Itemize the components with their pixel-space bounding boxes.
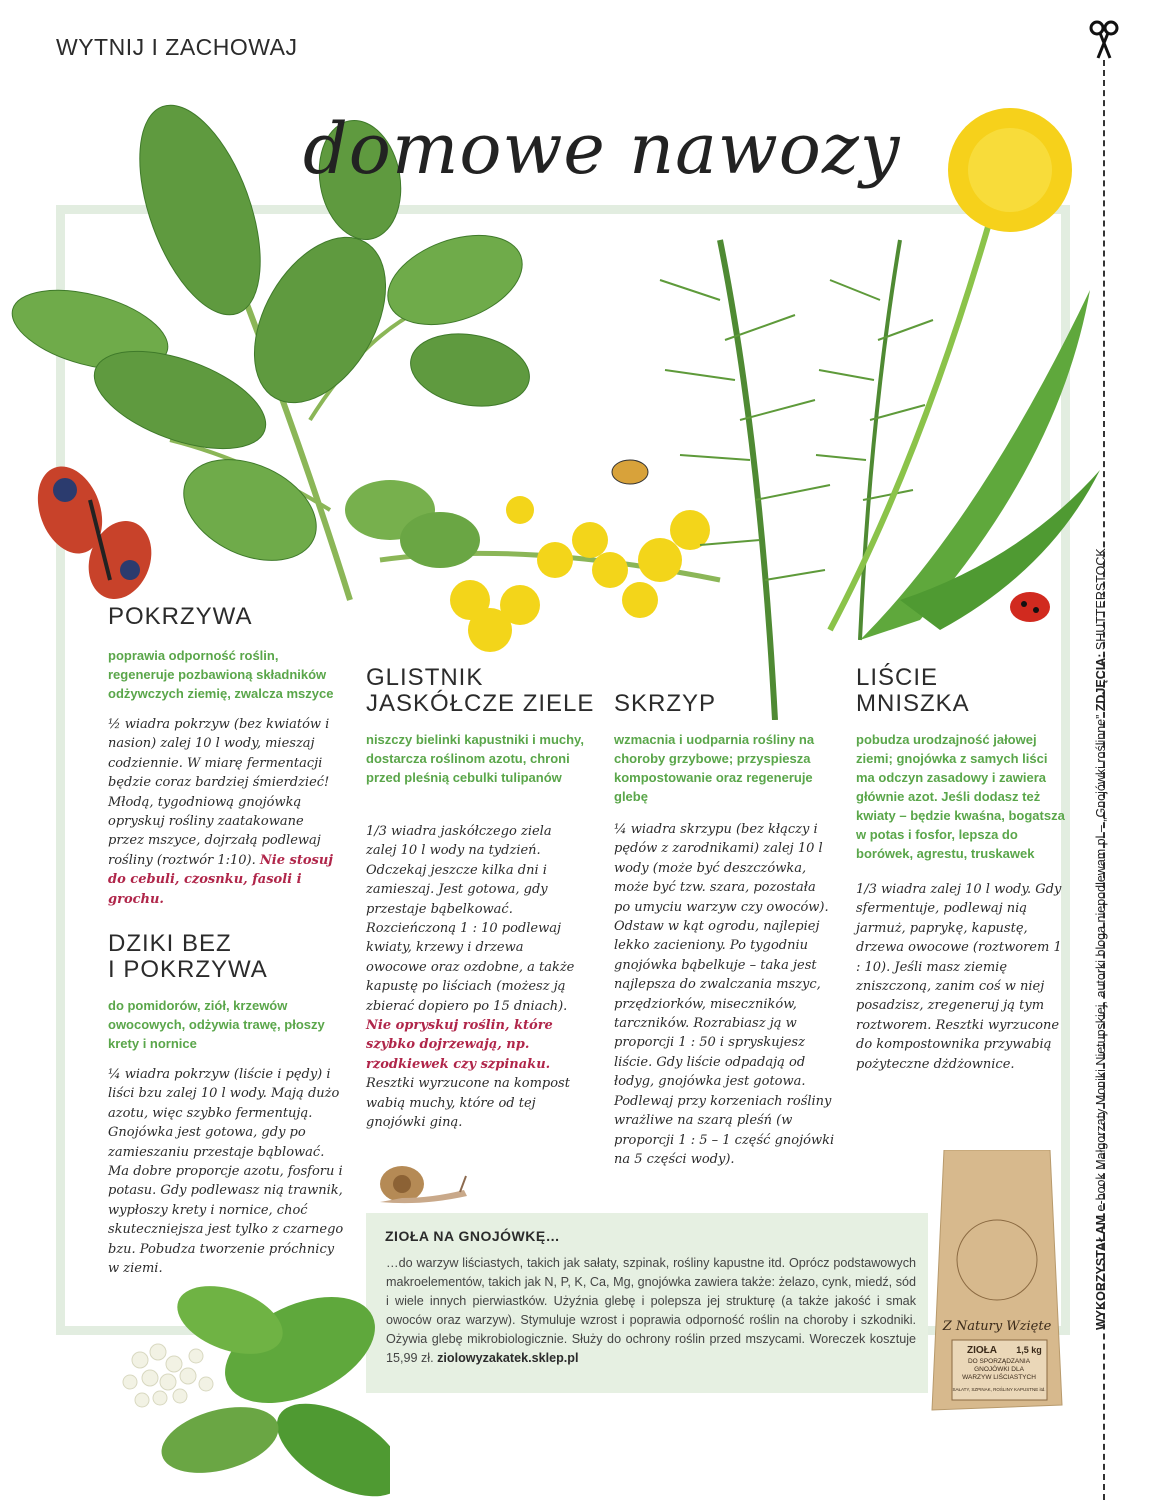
glistnik-warning: Nie opryskuj roślin, które szybko dojrzewają, np. rzodkiewek czy szpinaku. bbox=[366, 1018, 553, 1072]
herbs-title: ZIOŁA NA GNOJÓWKĘ… bbox=[385, 1228, 561, 1244]
snail-icon bbox=[372, 1162, 472, 1210]
credit-text: e-book Małgorzaty Moniki Nietupskiej, autorki bloga niepodlewam.pl – „Gnojówki roślinne” bbox=[1094, 714, 1108, 1215]
mniszek-lead: pobudza urodzajność jałowej ziemi; gnojówka z samych liści ma odczyn zasadowy i zawiera głównie azot. Jeśli dodasz też kwiaty – będzie kwaśna, bogatsza w potas i fosfor, lepsza do borówek, agrestu, truskawek bbox=[856, 732, 1065, 861]
product-name-line3: GNOJÓWKI DLA bbox=[974, 1366, 1024, 1373]
product-name-line2: DO SPORZĄDZANIA bbox=[967, 1358, 1031, 1365]
skrzyp-lead: wzmacnia i uodparnia rośliny na choroby grzybowe; przyspiesza kompostowanie oraz regeneruje glebę bbox=[614, 732, 815, 804]
skrzyp-body: ¼ wiadra skrzypu (bez kłączy i pędów z zarodnikami) zalej 10 l wody (może być deszczówka, może być tzw. szara, pozostała po umyciu warzyw czy owoców). Odstaw w kąt ogrodu, najlepiej lekko zacieniony. Po tygodniu gnojówka bąbelkuje – taka jest najlepsza do zwalczania mszyc, przędziorków, miseczników, tarczników. Rozrabiasz ją w proporcji 1 : 50 i spryskujesz liście. Gdy liście odpadają od łodyg, gnojówka jest gotowa. Podlewaj przy korzeniach rośliny wrażliwe na szarą pleśń (w proporcji 1 : 5 – 1 część gnojówki na 5 części wody). bbox=[614, 822, 835, 1167]
glistnik-lead: niszczy bielinki kapustniki i muchy, dostarcza roślinom azotu, chroni przed pleśnią cebulki tulipanów bbox=[366, 732, 584, 785]
mniszek-body: 1/3 wiadra zalej 10 l wody. Gdy sfermentuje, podlewaj nią jarmuż, paprykę, kapustę, drzewa owocowe (roztworem 1 : 10). Jeśli masz ziemię zniszczoną, zanim coś w niej posadzisz, zregeneruj ją tym roztworem. Resztki wyrzucone do kompostownika przywabią pożyteczne dżdżownice. bbox=[856, 882, 1062, 1072]
pokrzywa-body bbox=[108, 715, 340, 909]
product-name-line4: WARZYW LIŚCIASTYCH bbox=[962, 1374, 1036, 1381]
skrzyp-title: SKRZYP bbox=[614, 690, 717, 717]
glistnik-title-line1: GLISTNIK bbox=[366, 664, 484, 691]
credit-photo-label: ZDJĘCIA: bbox=[1094, 653, 1108, 715]
dziki-bez-title-line1: DZIKI BEZ bbox=[108, 930, 232, 957]
product-name-line1: ZIOŁA bbox=[967, 1345, 997, 1356]
product-brand: Z Natury Wzięte bbox=[942, 1319, 1052, 1334]
pokrzywa-text: ½ wiadra pokrzyw (bez kwiatów i nasion) zalej 10 l wody, mieszaj codziennie. W miarę fermentacji będzie coraz bardziej śmierdzieć! Młodą, tygodniową gnojówką opryskuj rośliny zaatakowane przez mszyce, dojrzałą podlewaj rośliny (roztwór 1:10). bbox=[108, 717, 330, 868]
pokrzywa-title: POKRZYWA bbox=[108, 603, 253, 630]
pokrzywa-lead: poprawia odporność roślin, regeneruje pozbawioną składników odżywczych ziemię, zwalcza mszyce bbox=[108, 648, 334, 701]
glistnik-title bbox=[366, 665, 594, 717]
dziki-bez-title bbox=[108, 931, 268, 983]
glistnik-text-after: Resztki wyrzucone na kompost wabią muchy, które od tej gnojówki giną. bbox=[366, 1076, 570, 1131]
mniszek-title-line1: LIŚCIE bbox=[856, 664, 939, 691]
shop-link[interactable]: ziolowyzakatek.sklep.pl bbox=[437, 1351, 579, 1365]
product-sub: SAŁATY, SZPINAK, ROŚLINY KAPUSTNE itd. bbox=[952, 1387, 1046, 1392]
page-title: domowe nawozy bbox=[303, 108, 901, 190]
dziki-bez-title-line2: I POKRZYWA bbox=[108, 956, 268, 983]
credit-prefix: WYKORZYSTAŁAM bbox=[1094, 1214, 1108, 1330]
dziki-bez-lead: do pomidorów, ziół, krzewów owocowych, odżywia trawę, płoszy krety i nornice bbox=[108, 998, 325, 1051]
credit-photo-source: SHUTTERSTOCK bbox=[1094, 548, 1108, 654]
dziki-bez-body: ¼ wiadra pokrzyw (liście i pędy) i liści bzu zalej 10 l wody. Mają dużo azotu, więc szybko fermentują. Gnojówka jest gotowa, gdy po zamieszaniu przestaje bąblować. Ma dobre proporcje azotu, fosforu i potasu. Gdy podlewasz nią trawnik, wypłoszy krety i nornice, choć skuteczniejsza jest tylko z czarnego bzu. Pobudza tworzenie próchnicy w ziemi. bbox=[108, 1067, 344, 1277]
glistnik-text: 1/3 wiadra jaskółczego ziela zalej 10 l wody na tydzień. Odczekaj jeszcze kilka dni i zamieszaj. Jest gotowa, gdy przestaje bąbelkować. Rozcieńczoną 1 : 10 podlewaj kwiaty, krzewy i drzewa owocowe oraz ozdobne, a także kapustę po liściach (możesz ją zbierać dopiero po 15 dniach). bbox=[366, 824, 575, 1014]
product-weight: 1,5 kg bbox=[1016, 1345, 1042, 1355]
mniszek-title-line2: MNISZKA bbox=[856, 690, 970, 717]
photo-credit bbox=[1094, 550, 1108, 1330]
product-bag bbox=[922, 1150, 1072, 1420]
pokrzywa-warning: Nie stosuj do cebuli, czosnku, fasoli i grochu. bbox=[108, 852, 333, 907]
glistnik-body bbox=[366, 822, 576, 1133]
elderflower-illustration bbox=[70, 1280, 390, 1504]
section-label: WYTNIJ I ZACHOWAJ bbox=[56, 34, 298, 60]
mniszek-title bbox=[856, 665, 970, 717]
glistnik-title-line2: JASKÓŁCZE ZIELE bbox=[366, 690, 595, 717]
herbs-text: …do warzyw liściastych, takich jak sałaty, szpinak, rośliny kapustne itd. Oprócz podstawowych makroelementów, takich jak N, P, K, Ca, Mg, gnojówka zawiera także: żelazo, cynk, miedź, sód i wiele innych pierwiastków. Użyźnia glebę i polepsza jej strukturę (a także jakość i smak owoców oraz warzyw). Stymuluje wzrost i poprawia odporność roślin na choroby i szkodniki. Ożywia glebę mikrobiologicznie. Służy do ochrony roślin przed mszycami. Woreczek kosztuje 15,99 zł. bbox=[386, 1256, 916, 1365]
herbs-body bbox=[386, 1254, 916, 1368]
